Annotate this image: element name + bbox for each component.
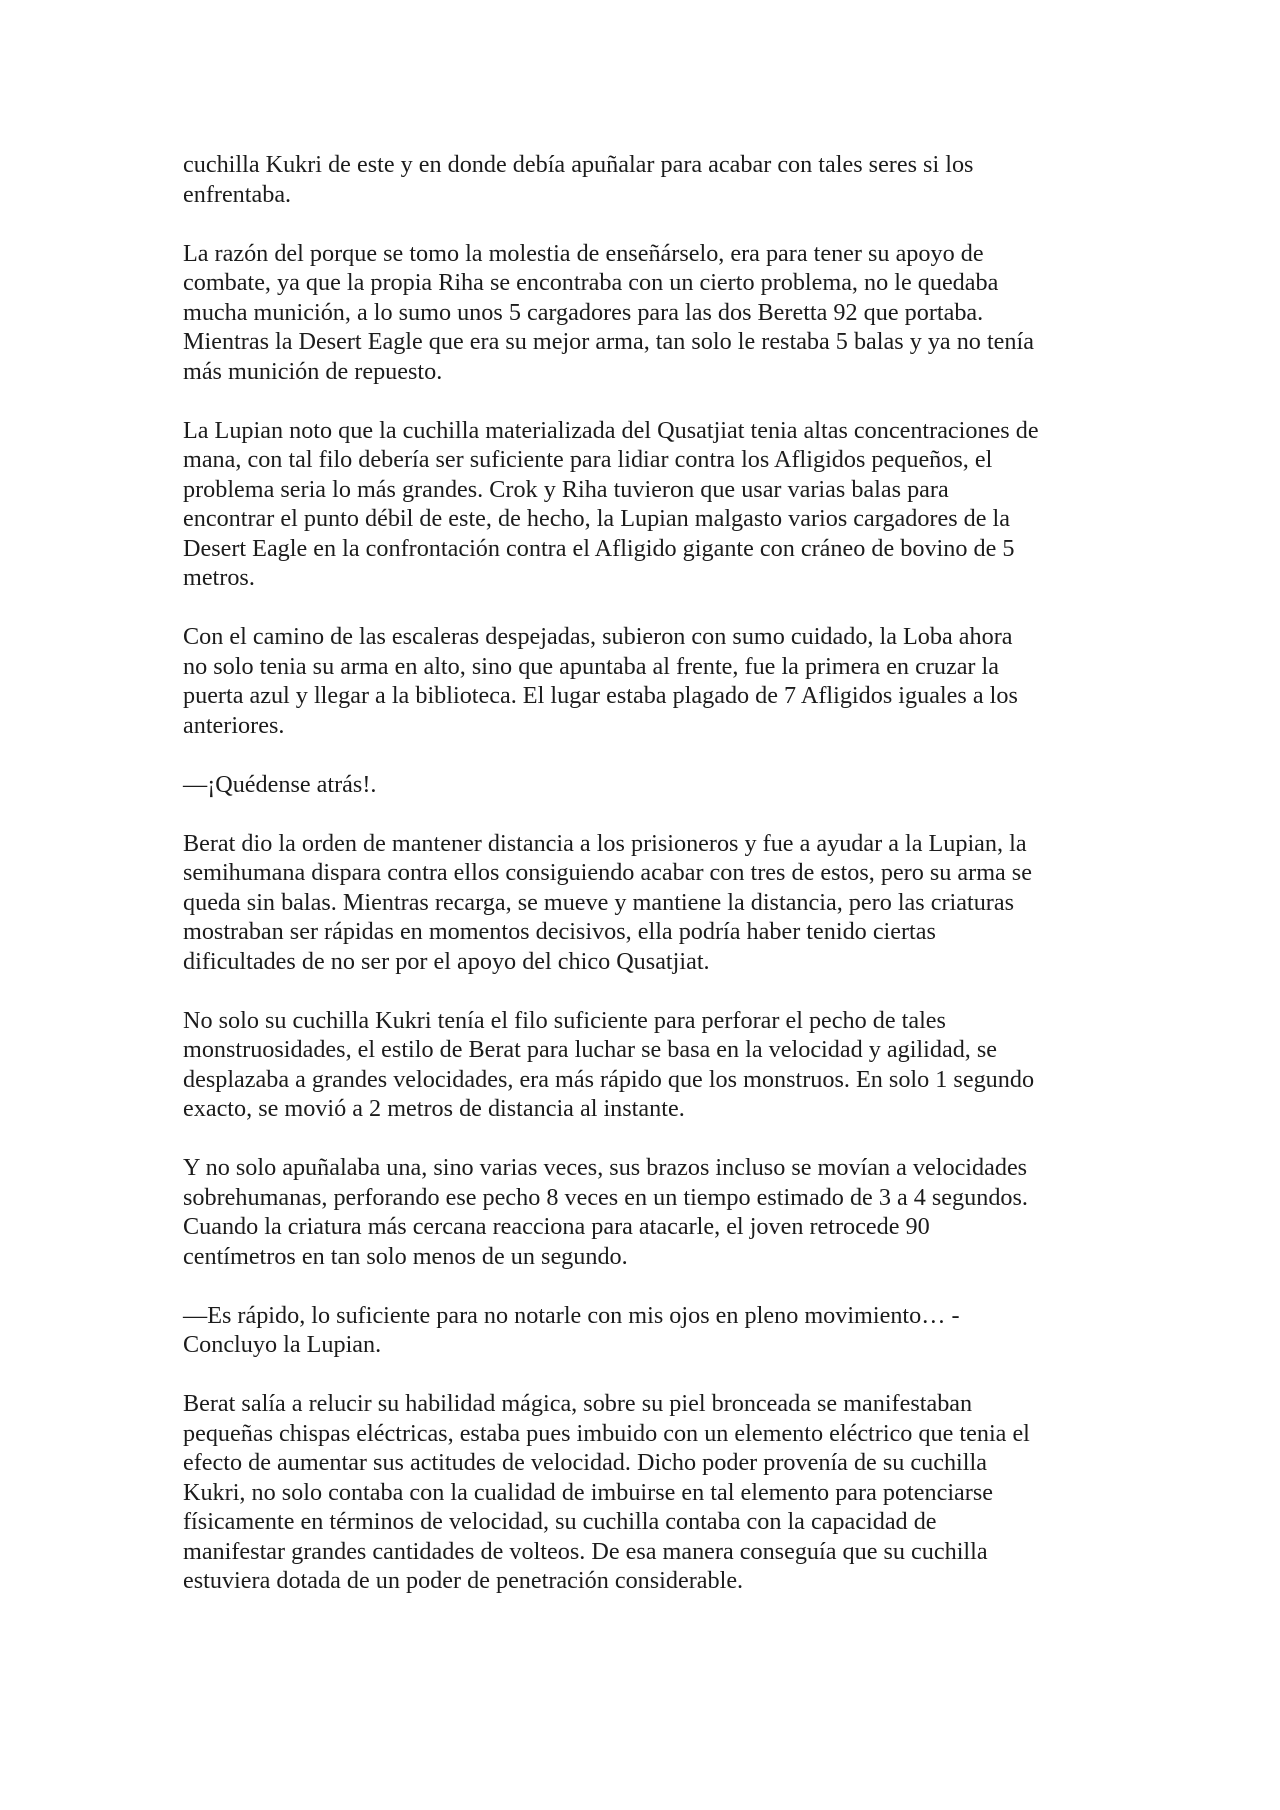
text-line: No solo su cuchilla Kukri tenía el filo suficiente para perforar el pecho de tales — [183, 1006, 946, 1034]
text-line: metros. — [183, 564, 255, 591]
text-line: más munición de repuesto. — [183, 357, 443, 385]
paragraph — [183, 622, 1098, 740]
text-line: manifestar grandes cantidades de volteos. De esa manera conseguía que su cuchilla — [183, 1537, 988, 1565]
text-line: combate, ya que la propia Riha se encontraba con un cierto problema, no le quedaba — [183, 269, 999, 296]
text-line: efecto de aumentar sus actitudes de velocidad. Dicho poder provenía de su cuchilla — [183, 1449, 987, 1476]
paragraph — [183, 1153, 1098, 1271]
text-line: Berat dio la orden de mantener distancia a los prisioneros y fue a ayudar a la Lupian, la — [183, 829, 1027, 857]
text-line: enfrentaba. — [183, 180, 292, 208]
text-line: La Lupian noto que la cuchilla materializada del Qusatjiat tenia altas concentraciones de — [183, 416, 1039, 444]
paragraph — [183, 150, 1098, 209]
text-line: exacto, se movió a 2 metros de distancia al instante. — [183, 1095, 685, 1122]
text-line: Concluyo la Lupian. — [183, 1331, 382, 1358]
text-line: mucha munición, a lo sumo unos 5 cargadores para las dos Beretta 92 que portaba. — [183, 298, 984, 326]
text-line: semihumana dispara contra ellos consiguiendo acabar con tres de estos, pero su arma se — [183, 859, 1032, 886]
text-line: encontrar el punto débil de este, de hecho, la Lupian malgasto varios cargadores de la — [183, 505, 1010, 532]
text-line: anteriores. — [183, 711, 285, 739]
paragraph — [183, 1301, 1098, 1360]
document-body — [183, 150, 1098, 1596]
text-line: dificultades de no ser por el apoyo del chico Qusatjiat. — [183, 947, 710, 975]
text-line: físicamente en términos de velocidad, su cuchilla contaba con la capacidad de — [183, 1508, 937, 1535]
text-line: Con el camino de las escaleras despejadas, subieron con sumo cuidado, la Loba ahora — [183, 623, 1013, 650]
text-line: Kukri, no solo contaba con la cualidad de imbuirse en tal elemento para potenciarse — [183, 1478, 993, 1506]
text-line: queda sin balas. Mientras recarga, se mueve y mantiene la distancia, pero las criaturas — [183, 888, 1015, 916]
text-line: La razón del porque se tomo la molestia de enseñárselo, era para tener su apoyo de — [183, 239, 984, 267]
text-line: problema seria lo más grandes. Crok y Riha tuvieron que usar varias balas para — [183, 475, 949, 503]
text-line: sobrehumanas, perforando ese pecho 8 veces en un tiempo estimado de 3 a 4 segundos. — [183, 1183, 1028, 1211]
text-line: puerta azul y llegar a la biblioteca. El lugar estaba plagado de 7 Afligidos iguales a los — [183, 682, 1018, 709]
text-line: mana, con tal filo debería ser suficiente para lidiar contra los Afligidos pequeños, el — [183, 446, 993, 473]
text-line: monstruosidades, el estilo de Berat para luchar se basa en la velocidad y agilidad, se — [183, 1036, 998, 1063]
text-line: centímetros en tan solo menos de un segundo. — [183, 1242, 628, 1270]
text-line: Y no solo apuñalaba una, sino varias veces, sus brazos incluso se movían a velocidades — [183, 1154, 1028, 1181]
text-line: Berat salía a relucir su habilidad mágica, sobre su piel bronceada se manifestaban — [183, 1390, 973, 1417]
text-line: no solo tenia su arma en alto, sino que apuntaba al frente, fue la primera en cruzar la — [183, 652, 999, 680]
text-line: —¡Quédense atrás!. — [183, 770, 377, 798]
text-line: —Es rápido, lo suficiente para no notarle con mis ojos en pleno movimiento… - — [183, 1301, 960, 1329]
text-line: Cuando la criatura más cercana reacciona para atacarle, el joven retrocede 90 — [183, 1213, 930, 1240]
paragraph — [183, 416, 1098, 593]
paragraph — [183, 1006, 1098, 1124]
paragraph — [183, 829, 1098, 977]
text-line: cuchilla Kukri de este y en donde debía apuñalar para acabar con tales seres si los — [183, 151, 974, 178]
text-line: Desert Eagle en la confrontación contra el Afligido gigante con cráneo de bovino de 5 — [183, 534, 1015, 562]
text-line: estuviera dotada de un poder de penetración considerable. — [183, 1567, 744, 1594]
text-line: Mientras la Desert Eagle que era su mejor arma, tan solo le restaba 5 balas y ya no tenía — [183, 328, 1034, 355]
text-line: desplazaba a grandes velocidades, era más rápido que los monstruos. En solo 1 segundo — [183, 1065, 1035, 1093]
paragraph — [183, 239, 1098, 387]
paragraph — [183, 1389, 1098, 1596]
text-line: pequeñas chispas eléctricas, estaba pues imbuido con un elemento eléctrico que tenia el — [183, 1419, 1030, 1447]
text-line: mostraban ser rápidas en momentos decisivos, ella podría haber tenido ciertas — [183, 918, 936, 945]
paragraph — [183, 770, 1098, 800]
